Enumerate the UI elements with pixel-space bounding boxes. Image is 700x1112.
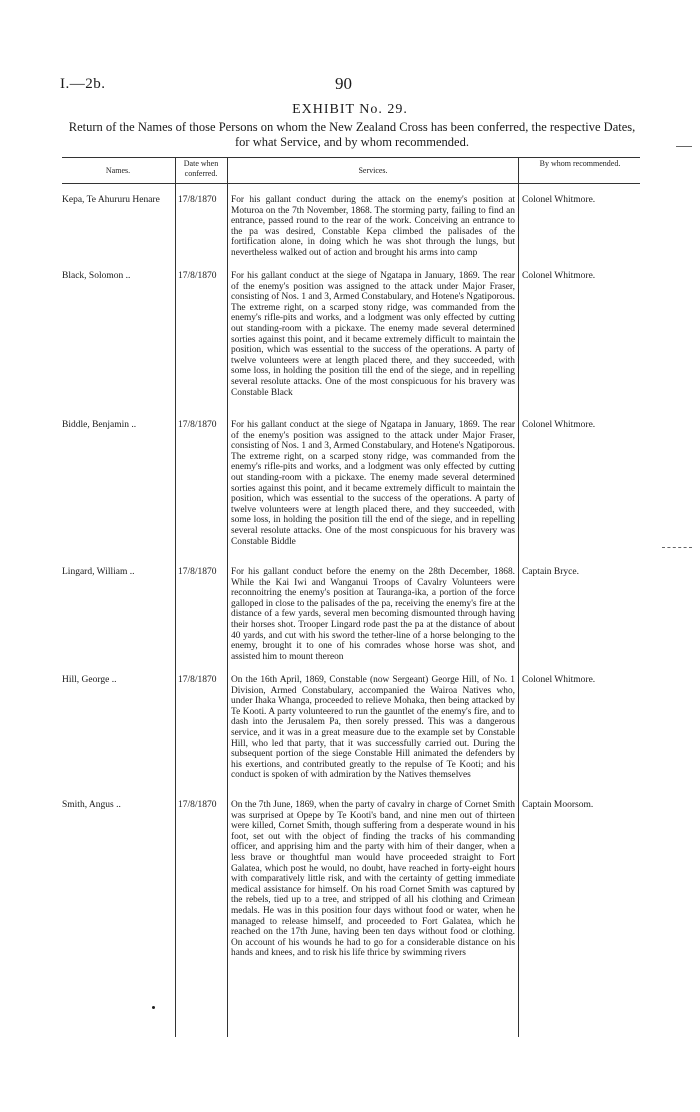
exhibit-title: EXHIBIT No. 29. bbox=[292, 102, 408, 117]
service-description: For his gallant conduct at the siege of Ngatapa in January, 1869. The rear of the enemy's position was assigned to the attack under Major Fraser, consisting of Nos. 1 and 3, Armed Constabulary, and Hotene's Ngatiporous. The extreme right, on a scarped stony ridge, was commanded from the enemy's rifle-pits and works, and a lodgment was only effected by cutting out standing-room with a pickaxe. The enemy made several determined sorties against this point, and it became extremely difficult to maintain the position, which was essential to the success of the operations. A party of twelve volunteers were at length placed there, and they succeeded, with some loss, in holding the position till the end of the siege, and in repelling several resolute attacks. One of the most conspicuous for his bravery was Constable Biddle bbox=[231, 420, 515, 547]
column-header-recommended: By whom recommended. bbox=[539, 159, 621, 168]
recommended-by: Colonel Whitmore. bbox=[522, 271, 596, 281]
column-divider bbox=[518, 157, 519, 597]
recommended-by: Colonel Whitmore. bbox=[522, 195, 596, 205]
service-description: For his gallant conduct before the enemy on the 28th December, 1868. While the Kai Iwi and Wanganui Troops of Cavalry Volunteers were reconnoitring the enemy's position at Tauranga-ika, a portion of the force galloped in close to the palisades of the pa, receiving the enemy's fire at the distance of a few yards, several men becoming dismounted through having their horses shot. Trooper Lingard rode past the pa at the distance of about 40 yards, and cut with his sword the tether-line of a horse belonging to the enemy, brought it to one of his comrades whose horse was shot, and assisted him to mount thereon bbox=[231, 567, 515, 662]
margin-mark bbox=[662, 547, 692, 548]
recipient-name: Kepa, Te Ahururu Henare bbox=[62, 195, 160, 205]
service-description: For his gallant conduct at the siege of Ngatapa in January, 1869. The rear of the enemy's position was assigned to the attack under Major Fraser, consisting of Nos. 1 and 3, Armed Constabulary, and Hotene's Ngatiporous. The extreme right, on a scarped stony ridge, was commanded from the enemy's rifle-pits and works, and a lodgment was only effected by cutting out standing-room with a pickaxe. The enemy made several determined sorties against this point, and it became extremely difficult to maintain the position, which was essential to the success of the operations. A party of twelve volunteers were at length placed there, and they succeeded, with some loss, in holding the position till the end of the siege, and in repelling several resolute attacks. One of the most conspicuous for his bravery was Constable Black bbox=[231, 271, 515, 398]
page-number: 90 bbox=[335, 74, 352, 93]
recipient-name: Biddle, Benjamin .. bbox=[62, 420, 137, 430]
recipient-name: Smith, Angus .. bbox=[62, 800, 121, 810]
date-conferred: 17/8/1870 bbox=[178, 420, 217, 430]
ink-speck bbox=[152, 1006, 155, 1009]
recommended-by: Captain Moorsom. bbox=[522, 800, 594, 810]
table-header-rule bbox=[62, 183, 640, 184]
recommended-by: Captain Bryce. bbox=[522, 567, 579, 577]
column-divider bbox=[227, 597, 228, 1037]
recipient-name: Lingard, William .. bbox=[62, 567, 135, 577]
column-header-names: Names. bbox=[105, 166, 131, 175]
column-header-date: Date when conferred. bbox=[183, 159, 219, 178]
date-conferred: 17/8/1870 bbox=[178, 195, 217, 205]
column-divider bbox=[227, 157, 228, 597]
column-header-services: Services. bbox=[358, 166, 388, 175]
return-caption: Return of the Names of those Persons on whom the New Zealand Cross has been conferred, the respective Dates, for what Service, and by whom recommended. bbox=[68, 120, 636, 149]
date-conferred: 17/8/1870 bbox=[178, 800, 217, 810]
date-conferred: 17/8/1870 bbox=[178, 271, 217, 281]
document-reference: I.—2b. bbox=[60, 76, 106, 92]
column-divider bbox=[518, 597, 519, 1037]
recommended-by: Colonel Whitmore. bbox=[522, 675, 596, 685]
service-description: On the 7th June, 1869, when the party of cavalry in charge of Cornet Smith was surprised at Opepe by Te Kooti's band, and nine men out of thirteen were killed, Cornet Smith, though suffering from a desperate wound in his foot, set out with the object of finding the tracks of his commanding officer, and apprising him and the party with him of their danger, when a less brave or thoughtful man would have proceeded straight to Fort Galatea, which post he would, no doubt, have reached in forty-eight hours with comparatively little risk, and with the certainty of getting immediate medical assistance for himself. On his road Cornet Smith was captured by the rebels, tied up to a tree, and stripped of all his clothing and Crimean medals. He was in this position four days without food or water, when he managed to release himself, and proceeded to Fort Galatea, which he reached on the 17th June, having been ten days without food or clothing. On account of his wounds he had to go for a considerable distance on his hands and knees, and to risk his life thrice by swimming rivers bbox=[231, 800, 515, 959]
table-top-rule bbox=[62, 157, 640, 158]
column-divider bbox=[175, 597, 176, 1037]
recipient-name: Black, Solomon .. bbox=[62, 271, 131, 281]
service-description: On the 16th April, 1869, Constable (now Sergeant) George Hill, of No. 1 Division, Armed Constabulary, accompanied the Wairoa Natives who, under Ihaka Whanga, proceeded to relieve Mohaka, then being attacked by Te Kooti. A party volunteered to run the gauntlet of the enemy's fire, and to dash into the Jerusalem Pa, then sorely pressed. This was a dangerous service, and it was in a great measure due to the example set by Constable Hill, who led that party, that it was successfully carried out. During the subsequent portion of the siege Constable Hill animated the defenders by his exertions, and contributed greatly to the repulse of Te Kooti; and his conduct is spoken of with admiration by the Natives themselves bbox=[231, 675, 515, 781]
date-conferred: 17/8/1870 bbox=[178, 567, 217, 577]
column-divider bbox=[175, 157, 176, 597]
margin-mark bbox=[676, 146, 692, 147]
date-conferred: 17/8/1870 bbox=[178, 675, 217, 685]
service-description: For his gallant conduct during the attack on the enemy's position at Moturoa on the 7th November, 1868. The storming party, failing to find an entrance, passed round to the rear of the work. Conceiving an entrance to the pa was desired, Constable Kepa climbed the palisades of the fortification alone, in doing which he was shot through the lungs, but nevertheless walked out of action and brought his arms into camp bbox=[231, 195, 515, 258]
recipient-name: Hill, George .. bbox=[62, 675, 117, 685]
recommended-by: Colonel Whitmore. bbox=[522, 420, 596, 430]
